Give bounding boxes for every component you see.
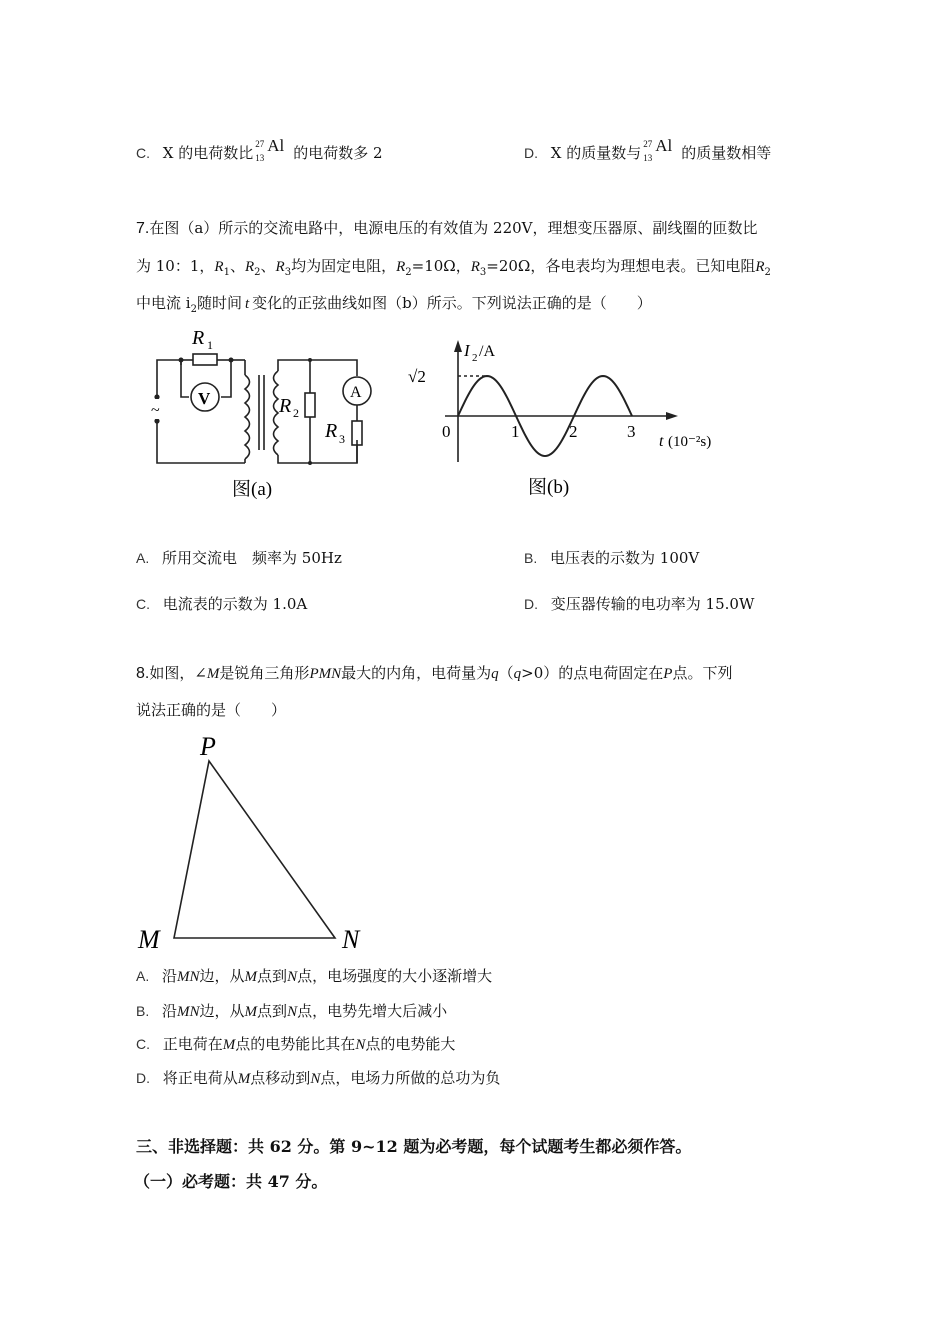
- text: 、: [229, 257, 245, 275]
- text: 沿: [162, 967, 178, 985]
- atomic-number: 13: [643, 153, 653, 163]
- symbol: R: [275, 259, 285, 275]
- text: 点，电势先增大后减小: [297, 1002, 448, 1020]
- symbol: M: [206, 666, 220, 682]
- r3-subscript: 3: [339, 432, 345, 446]
- text: 将正电荷从: [162, 1069, 238, 1087]
- q7-option-b: [524, 548, 699, 568]
- text: 沿: [162, 1002, 178, 1020]
- symbol: P: [663, 666, 673, 682]
- option-text: X 的质量数与: [550, 144, 642, 162]
- x-axis-unit: (10⁻²s): [668, 434, 712, 450]
- question-number: 8.: [136, 665, 150, 682]
- section-3-subheading: （一）必考题：共 47 分。: [134, 1172, 328, 1191]
- aluminum-nuclide: [641, 138, 681, 162]
- option-label: D.: [136, 1070, 150, 1086]
- element-symbol: Al: [655, 136, 673, 155]
- text: 正电荷在: [162, 1035, 223, 1053]
- q8-line-2: [136, 700, 286, 720]
- q8-line-1: [136, 663, 732, 684]
- x-tick-label: 2: [569, 422, 578, 441]
- q6-option-c: [136, 138, 383, 163]
- vertex-p-label: P: [200, 732, 216, 761]
- option-label: A.: [136, 968, 150, 984]
- text: 点的电势能比其在: [235, 1035, 356, 1053]
- vertex-n-label: N: [342, 925, 360, 954]
- mass-number: 27: [255, 139, 265, 149]
- text: 中电流 i: [136, 294, 191, 312]
- subscript: 3: [479, 267, 487, 278]
- text: 边，从: [199, 1002, 245, 1020]
- option-text: 电流表的示数为 1.0A: [162, 595, 308, 613]
- ac-source-icon: ~: [151, 402, 160, 419]
- x-tick-label: 1: [511, 422, 520, 441]
- triangle-figure: [130, 728, 380, 958]
- symbol: M: [244, 1004, 258, 1020]
- symbol: R: [396, 259, 406, 275]
- text: 为 10：1，: [136, 257, 215, 275]
- option-label: A.: [136, 550, 150, 566]
- symbol: N: [310, 1071, 321, 1087]
- current-time-chart: [400, 330, 730, 510]
- q7-option-a: [136, 548, 342, 568]
- symbol: q: [513, 666, 522, 682]
- text: 点到: [257, 967, 288, 985]
- symbol: MN: [177, 969, 200, 985]
- option-text: 所用交流电 频率为 50Hz: [162, 549, 342, 567]
- option-label: C.: [136, 596, 150, 612]
- symbol: MN: [177, 1004, 200, 1020]
- q8-option-c: [136, 1034, 455, 1055]
- x-axis-arrow: [666, 412, 678, 420]
- q7-line-2: [136, 256, 771, 283]
- symbol: R: [244, 259, 255, 275]
- symbol: M: [222, 1037, 236, 1053]
- option-label: B.: [136, 1003, 150, 1019]
- text: 最大的内角，电荷量为: [341, 664, 492, 682]
- symbol: M: [237, 1071, 251, 1087]
- figure-b-caption: 图(b): [528, 477, 570, 498]
- symbol: q: [491, 666, 499, 682]
- q8-option-b: [136, 1001, 447, 1022]
- text: =10Ω，: [411, 257, 471, 275]
- y-axis-arrow: [454, 340, 462, 352]
- text: >0）的点电荷固定在: [521, 664, 664, 682]
- option-label: D.: [524, 596, 538, 612]
- question-text: 说法正确的是（ ）: [136, 701, 287, 719]
- text: 边，从: [199, 967, 245, 985]
- subscript: 2: [405, 267, 412, 278]
- q7-line-1: [136, 218, 758, 239]
- q7-line-3: [136, 293, 652, 320]
- q7-option-d: [524, 594, 754, 614]
- ammeter-icon: A: [350, 384, 362, 401]
- x-tick-label: 0: [442, 422, 451, 441]
- subscript: 3: [284, 267, 292, 278]
- option-label: C.: [136, 145, 150, 161]
- x-tick-label: 3: [627, 422, 636, 441]
- symbol: PMN: [309, 666, 342, 682]
- y-axis-unit: /A: [479, 343, 495, 360]
- symbol: N: [355, 1037, 366, 1053]
- q8-option-d: [136, 1068, 500, 1089]
- subscript: 2: [764, 267, 771, 278]
- symbol: t: [244, 296, 250, 312]
- section-3-heading: 三、非选择题：共 62 分。第 9~12 题为必考题，每个试题考生都必须作答。: [136, 1137, 692, 1156]
- r1-subscript: 1: [207, 338, 213, 352]
- r2-label: R: [279, 395, 292, 417]
- option-text-end: 的质量数相等: [681, 144, 772, 162]
- r2-subscript: 2: [293, 406, 299, 420]
- text: 点移动到: [250, 1069, 311, 1087]
- triangle-pmn: [174, 761, 335, 938]
- text: 点。下列: [672, 664, 733, 682]
- symbol: N: [287, 969, 298, 985]
- subscript: 1: [223, 267, 230, 278]
- question-number: 7.: [136, 220, 150, 237]
- subscript: 2: [254, 267, 261, 278]
- text: （: [498, 664, 514, 682]
- option-label: D.: [524, 145, 538, 161]
- text: 点到: [257, 1002, 288, 1020]
- subscript: 2: [190, 304, 197, 315]
- x-axis-label: t: [659, 433, 664, 450]
- text: 点，电场力所做的总功为负: [320, 1069, 501, 1087]
- option-text: X 的电荷数比: [162, 144, 254, 162]
- text: 如图，∠: [149, 664, 207, 682]
- symbol: R: [755, 259, 765, 275]
- atomic-number: 13: [255, 153, 265, 163]
- question-text: 在图（a）所示的交流电路中，电源电压的有效值为 220V，理想变压器原、副线圈的匝数比: [149, 219, 758, 237]
- option-text-end: 的电荷数多 2: [293, 144, 383, 162]
- r1-label: R: [192, 327, 205, 349]
- symbol: M: [244, 969, 258, 985]
- text: 变化的正弦曲线如图（b）所示。下列说法正确的是（ ）: [252, 294, 652, 312]
- option-label: B.: [524, 550, 538, 566]
- element-symbol: Al: [267, 136, 285, 155]
- y-axis-label: I: [464, 341, 470, 360]
- q7-option-c: [136, 594, 307, 614]
- aluminum-nuclide: [253, 138, 293, 162]
- text: 点，电场强度的大小逐渐增大: [297, 967, 493, 985]
- vertex-m-label: M: [138, 925, 160, 954]
- mass-number: 27: [643, 139, 653, 149]
- amplitude-label: √2: [408, 367, 426, 386]
- text: =20Ω，各电表均为理想电表。已知电阻: [486, 257, 756, 275]
- text: 是锐角三角形: [219, 664, 310, 682]
- circuit-diagram: [145, 325, 385, 510]
- text: 、: [260, 257, 276, 275]
- symbol: R: [470, 259, 480, 275]
- text: 点的电势能大: [365, 1035, 456, 1053]
- q6-option-d: [524, 138, 771, 163]
- option-text: 电压表的示数为 100V: [550, 549, 700, 567]
- text: 均为固定电阻，: [291, 257, 397, 275]
- symbol: R: [214, 259, 224, 275]
- figure-a-caption: 图(a): [232, 479, 273, 500]
- symbol: N: [287, 1004, 298, 1020]
- text: 随时间: [196, 294, 242, 312]
- y-axis-label-sub: 2: [472, 352, 478, 364]
- option-text: 变压器传输的电功率为 15.0W: [550, 595, 755, 613]
- r3-label: R: [325, 420, 338, 442]
- q8-option-a: [136, 966, 492, 987]
- voltmeter-icon: V: [198, 389, 211, 408]
- option-label: C.: [136, 1036, 150, 1052]
